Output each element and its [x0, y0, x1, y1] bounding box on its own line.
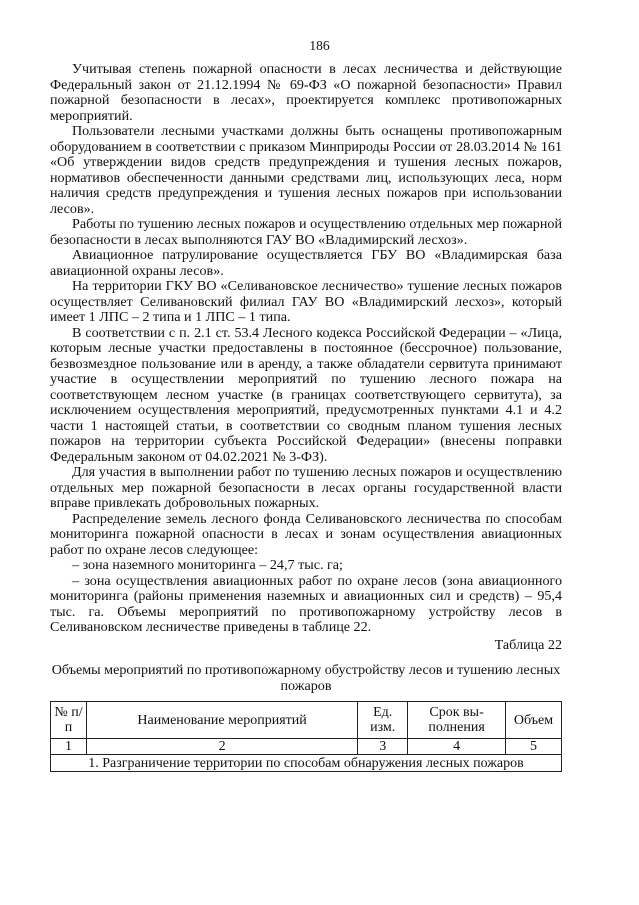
column-number: 3	[358, 739, 408, 755]
measures-table	[50, 701, 562, 772]
paragraph-firefighting-works: Работы по тушению лесных пожаров и осуществлению отдельных мер пожарной безопасности в лесах выполняются ГАУ ВО «Владимирский лесхоз».	[50, 216, 562, 248]
document-body	[50, 62, 562, 772]
paragraph-aviation-patrol: Авиационное патрулирование осуществляется ГБУ ВО «Владимирская база авиационной охраны лесов».	[50, 247, 562, 279]
header-volume: Объем	[506, 702, 562, 739]
paragraph-selivanovo-branch: На территории ГКУ ВО «Селивановское лесничество» тушение лесных пожаров осуществляет Селивановский филиал ГАУ ВО «Владимирский лесхоз», который имеет 1 ЛПС – 2 типа и 1 ЛПС – 1 типа.	[50, 278, 562, 325]
table-row	[51, 739, 562, 755]
table-title: Объемы мероприятий по противопожарному обустройству лесов и тушению лесных пожаров	[51, 662, 561, 694]
table-row	[51, 755, 562, 772]
column-number: 4	[408, 739, 506, 755]
table-header-row	[51, 702, 562, 739]
header-term: Срок вы-полнения	[408, 702, 506, 739]
paragraph-forest-users: Пользователи лесными участками должны быть оснащены противопожарным оборудованием в соответствии с приказом Минприроды России от 28.03.2014 № 161 «Об утверждении видов средств предупреждения и тушения лесных пожаров, нормативов обеспеченности данными средствами лиц, использующих леса, норм наличия средств предупреждения и тушения лесных пожаров при использовании лесов».	[50, 123, 562, 217]
column-number: 2	[86, 739, 357, 755]
paragraph-fire-danger: Учитывая степень пожарной опасности в лесах лесничества и действующие Федеральный закон от 21.12.1994 № 69-ФЗ «О пожарной безопасности» Правил пожарной безопасности в лесах», проектируется комплекс противопожарных мероприятий.	[50, 61, 562, 124]
table-section-heading: 1. Разграничение территории по способам обнаружения лесных пожаров	[51, 755, 562, 772]
column-number: 1	[51, 739, 87, 755]
page-number: 186	[309, 38, 330, 53]
list-item-ground-zone: – зона наземного мониторинга – 24,7 тыс. га;	[72, 557, 343, 573]
column-number: 5	[506, 739, 562, 755]
paragraph-forest-code: В соответствии с п. 2.1 ст. 53.4 Лесного кодекса Российской Федерации – «Лица, которым лесные участки предоставлены в постоянное (бессрочное) пользование, безвозмездное пользование или в аренду, а также обладатели сервитута принимают участие в осуществлении мероприятий по тушению лесного пожара на соответствующем лесном участке (в границах соответствующего сервитута), за исключением осуществления мероприятий, предусмотренных пунктами 4.1 и 4.2 части 1 настоящей статьи, в соответствии со сводным планом тушения лесных пожаров на территории субъекта Российской Федерации» (внесены поправки Федеральным законом от 04.02.2021 № 3-ФЗ).	[50, 324, 562, 465]
paragraph-land-distribution: Распределение земель лесного фонда Селивановского лесничества по способам мониторинга пожарной опасности в лесах и зонам осуществления авиационных работ по охране лесов следующее:	[50, 510, 562, 558]
header-name: Наименование мероприятий	[86, 702, 357, 739]
header-unit: Ед. изм.	[358, 702, 408, 739]
table-number: Таблица 22	[494, 636, 562, 653]
header-num: № п/п	[51, 702, 87, 739]
paragraph-volunteers: Для участия в выполнении работ по тушению лесных пожаров и осуществлению отдельных мер пожарной безопасности в лесах органы государственной власти вправе привлекать добровольных пожарных.	[50, 464, 562, 511]
list-item-aviation-zone: – зона осуществления авиационных работ по охране лесов (зона авиационного мониторинга (районы применения наземных и авиационных сил и средств) – 95,4 тыс. га. Объемы мероприятий по противопожарному устройству лесов в Селивановском лесничестве приведены в таблице 22.	[50, 572, 562, 635]
